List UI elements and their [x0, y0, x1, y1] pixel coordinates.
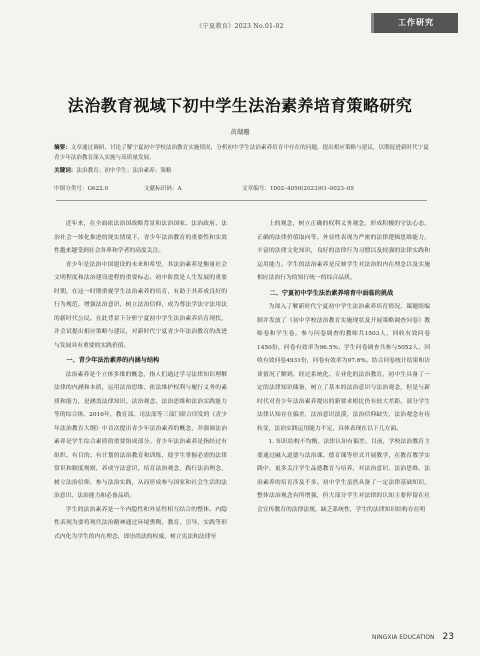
clc-number: 中图分类号：G622.0	[54, 186, 109, 192]
body-paragraph: 青少年是法治中国建设的未来和希望，其法治素养是衡量社会文明程度和法治建设进程的重要标志。初中阶段是人生发展的重要时期，在这一时期重视学生法治素养的培育，有助于其养成良好的行为规范，增强法治意识，树立法治信仰，成为尊法学法守法用法的新时代公民。在此背景下分析宁夏初中学生法治素养培育现状，并会试提出相应策略与建议，对新时代宁夏青少年法治教育的改进与发展具有重要的实践价值。	[54, 261, 227, 349]
divider-rule	[56, 200, 427, 201]
article-number: 文章编号：1002–4050(2023)01–0023–05	[242, 186, 354, 192]
body-paragraph: 为深入了解新时代宁夏初中学生法治素养培育情况，课题组编制并发放了《初中学校法治教育实施现状及开展策略调查问卷》教师卷和学生卷。参与问卷调查的教师共1503人，回收有效问卷1450份，问卷有效率为96.5%；学生问卷调查共参与5052人，回收有效问卷4931份，问卷有效率为97.6%。结合问卷统计结果和访谈情况了解到，经过系统化、专业化的法治教育，初中生具备了一定的法律知识储备，树立了基本的法治意识与法治观念，但是与新时代对青少年法治素养提出的新要求相比仍有较大差距。部分学生法律认知存在偏差，法治意识淡漠，法治信仰缺失，法治观念有待转变，法治实践运用能力不足，具体表现在以下几方面。	[257, 304, 430, 432]
keywords-text: 法治教育；初中学生；法治素养；策略	[76, 168, 172, 174]
keywords	[54, 166, 430, 176]
section-heading: 二、宁夏初中学生法治素养培育中面临的挑战	[269, 289, 394, 297]
body-paragraph: 1. 知识结构不均衡，法律认知有偏差。目前，学校法治教育主要通过融入道德与法治课、德育课等形式开展教学，在教育教学实践中，更多关注学生品德教育与培养，对法治意识、法治思维、法治素养的培育涉及不多。初中学生虽然具备了一定法律基础知识，整体法治观念有所增强，但大部分学生对法律的认知主要停留在社会宣传教育的法律法规，缺乏系统性，学生的法律知识结构存在明	[257, 439, 430, 513]
body-paragraph: 近年来，在全面依法治国战略背景和法治国家、法治政府、法治社会一体化推进的现实情境下，青少年法治教育的重要性和实效性越来越受到社会各界和学者的高度关注。	[54, 221, 227, 254]
abstract	[54, 143, 430, 163]
body-paragraph: 学生的法治素养是一个内隐性和外显性相互结合的整体。内隐性表现为要将现代法治精神通过环境熏陶，教育，引导，实践等形式内化为学生的内在理念，即崇尚法的权威，树立宪法和法律至	[54, 506, 227, 540]
author-name: 黄瑚珊	[230, 128, 250, 136]
keywords-label: 关键词：	[54, 168, 77, 174]
body-column-right	[257, 218, 430, 517]
section-heading: 一、青少年法治素养的内涵与结构	[66, 357, 160, 364]
document-code: 文献标识码：A	[144, 186, 182, 192]
body-paragraph: 上的观念，树立正确的权利义务观念，形成积极的守法心态，正确的法律价值取向等。外显性表现为严密的法律逻辑思维能力，丰富的法律文化知识，良好的法律行为习惯以及较强的法律实践和运用能力。学生的法治素养是反映学生对法治的内在理念以及实施相应法治行为的知行统一的综合品质。	[257, 221, 430, 281]
body-paragraph: 法治素养是个立体多维的概念，指人们通过学习法律知识理解法律的内涵和本质，运用法治思维、依法维护权利与履行义务的素质和能力，是涵盖法律知识、法治观念、法治思维和法治实践能力等的综合体。2016年，教育部、司法部等三部门联合印发的《青少年法治教育大纲》中首次提出青少年法治素养的概念，并强调法治素养是学生综合素质的重要组成部分。青少年法治素养是指经过有组织、有目的、有计划的法治教育和训练，使学生掌握必需的法律常识和制度规则，养成守法意识，培育法治观念，践行法治理念，树立法治信仰，参与法治实践，从而形成参与国家和社会生活的法治意识、法治能力和必备品质。	[54, 371, 227, 499]
abstract-text: 文章通过调研，讨论了解宁夏初中学校法治教育实施情况，分析初中学生法治素养培育中存在的问题，提出相应策略与建议，以期促进新时代宁夏青少年法治教育深入实施与高质量发展。	[54, 145, 429, 161]
journal-english-name: NINGXIA EDUCATION	[371, 634, 435, 641]
page-footer	[372, 632, 454, 642]
body-column-left	[54, 218, 227, 544]
section-tag: 工作研究	[374, 13, 458, 33]
page-number: 23	[442, 632, 454, 642]
journal-header: 《宁夏教育》2023 No.01-02	[196, 23, 284, 30]
article-title: 法治教育视域下初中学生法治素养培育策略研究	[67, 96, 413, 115]
abstract-label: 摘要：	[54, 145, 71, 151]
